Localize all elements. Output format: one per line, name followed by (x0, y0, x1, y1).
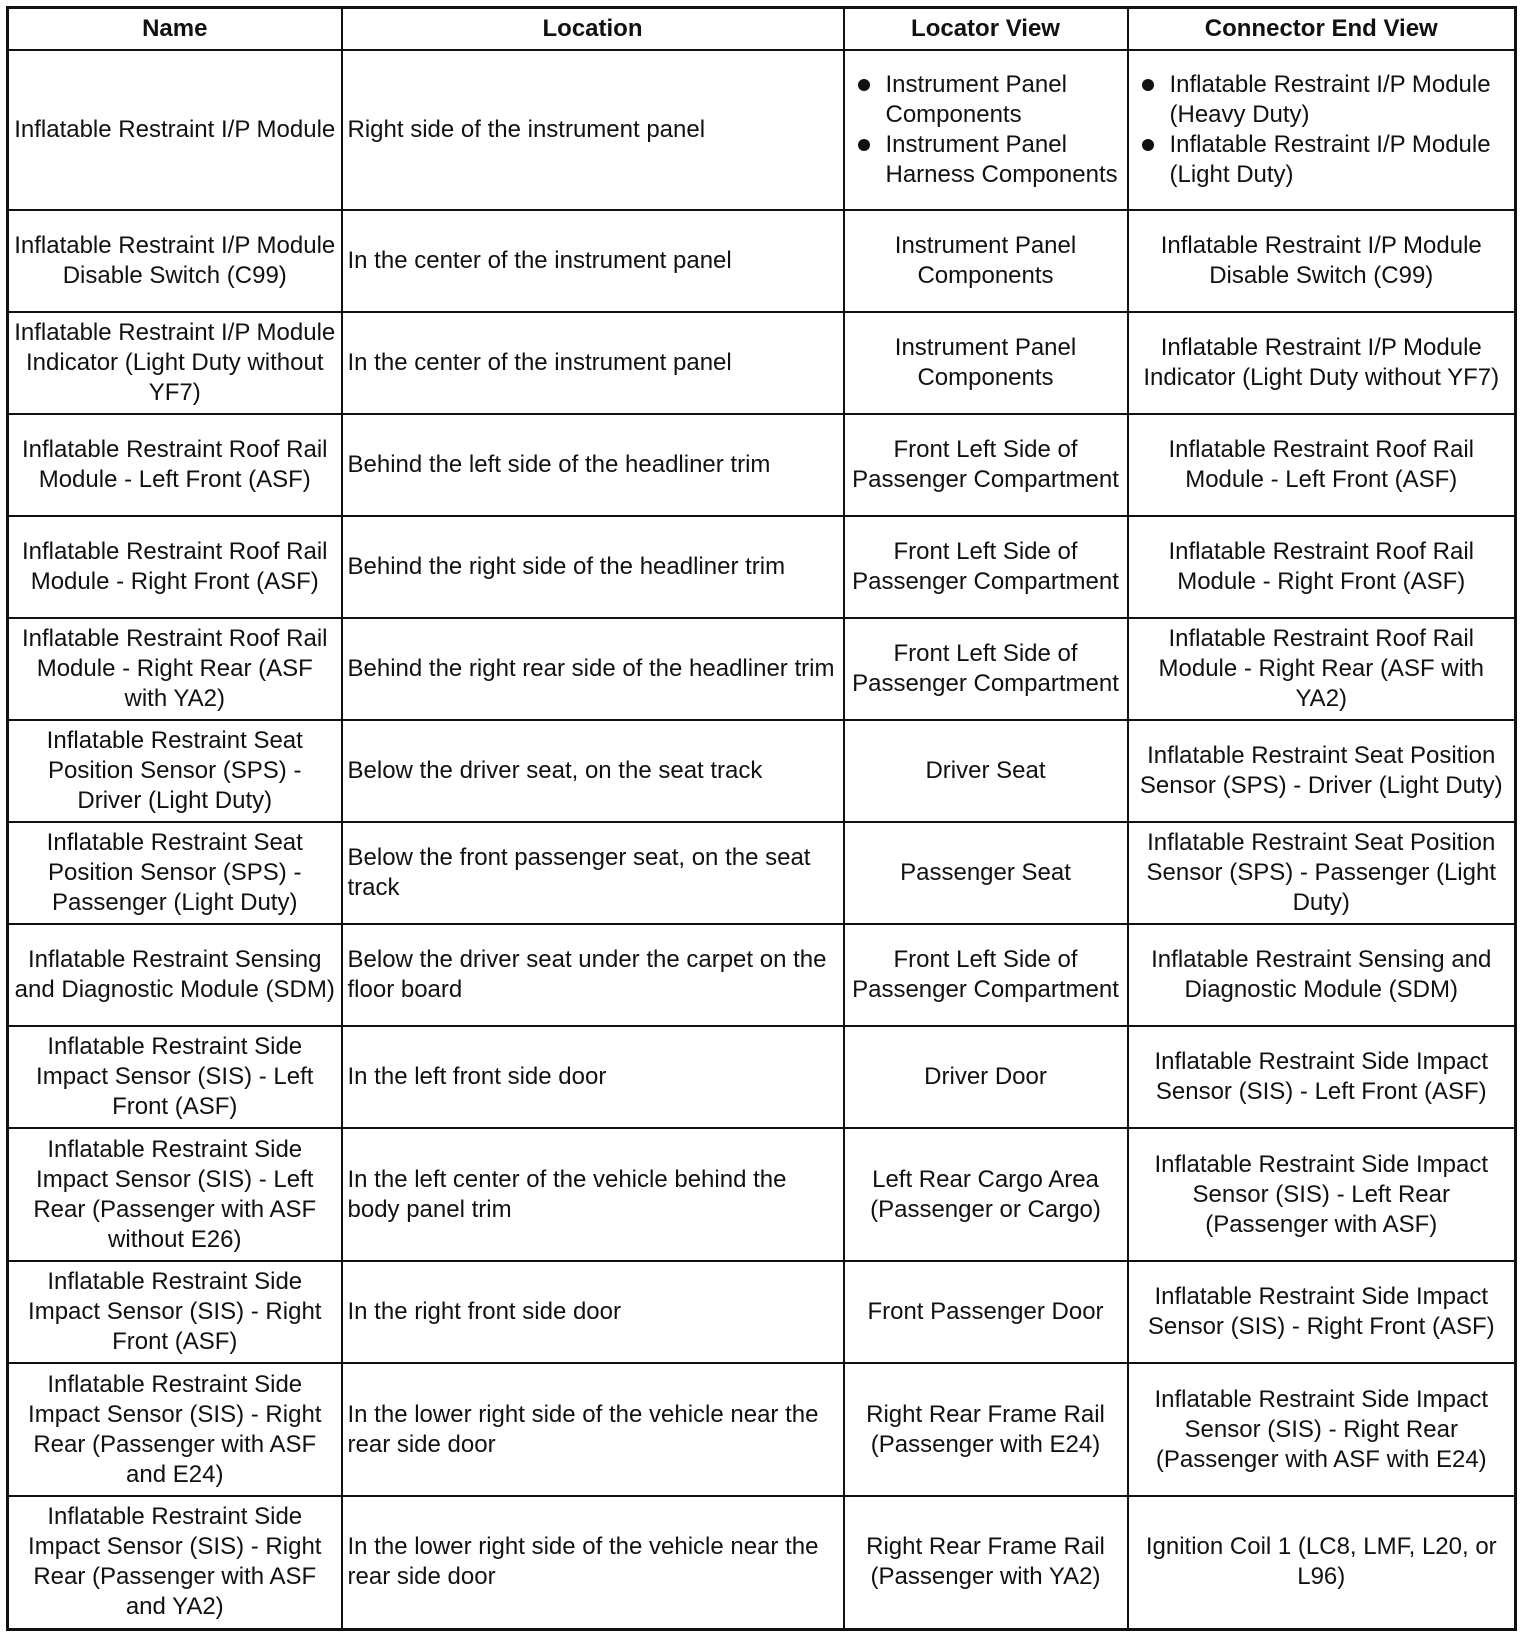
cell-locator-view[interactable]: Driver Seat (844, 720, 1128, 822)
component-locator-table-wrapper (6, 6, 1517, 1631)
cell-name: Inflatable Restraint Side Impact Sensor (SIS) - Right Rear (Passenger with ASF and YA2) (8, 1496, 342, 1629)
locator-view-link[interactable]: Instrument Panel Components (885, 71, 1067, 128)
cell-connector-end-view[interactable]: Ignition Coil 1 (LC8, LMF, L20, or L96) (1128, 1496, 1516, 1629)
table-row (8, 924, 1516, 1026)
cell-locator-view[interactable]: Front Left Side of Passenger Compartment (844, 414, 1128, 516)
cell-connector-end-view[interactable]: Inflatable Restraint Roof Rail Module - Right Front (ASF) (1128, 516, 1516, 618)
cell-name: Inflatable Restraint I/P Module (8, 50, 342, 210)
connector-end-view-link[interactable]: Inflatable Restraint I/P Module (Light Duty) (1169, 131, 1491, 188)
cell-connector-end-view[interactable]: Inflatable Restraint Side Impact Sensor (SIS) - Left Rear (Passenger with ASF) (1128, 1128, 1516, 1261)
cell-name: Inflatable Restraint Side Impact Sensor (SIS) - Left Front (ASF) (8, 1026, 342, 1128)
cell-locator-view[interactable]: Front Left Side of Passenger Compartment (844, 516, 1128, 618)
table-row (8, 1496, 1516, 1629)
table-row (8, 312, 1516, 414)
bullet-icon (858, 139, 870, 151)
cell-locator-view (844, 50, 1128, 210)
cell-location: Behind the left side of the headliner trim (342, 414, 844, 516)
bullet-icon (858, 79, 870, 91)
component-locator-table (6, 6, 1517, 1631)
cell-name: Inflatable Restraint Side Impact Sensor (SIS) - Left Rear (Passenger with ASF without E26) (8, 1128, 342, 1261)
cell-locator-view[interactable]: Front Left Side of Passenger Compartment (844, 618, 1128, 720)
connector-end-view-link[interactable]: Inflatable Restraint I/P Module (Heavy Duty) (1169, 71, 1491, 128)
table-row (8, 50, 1516, 210)
header-connector-end-view: Connector End View (1128, 8, 1516, 51)
cell-name: Inflatable Restraint Side Impact Sensor (SIS) - Right Rear (Passenger with ASF and E24) (8, 1363, 342, 1496)
cell-location: Below the driver seat, on the seat track (342, 720, 844, 822)
cell-locator-view[interactable]: Instrument Panel Components (844, 210, 1128, 312)
cell-name: Inflatable Restraint Roof Rail Module - Left Front (ASF) (8, 414, 342, 516)
locator-view-list (850, 70, 1122, 190)
cell-location: In the center of the instrument panel (342, 210, 844, 312)
cell-connector-end-view[interactable]: Inflatable Restraint Seat Position Sensor (SPS) - Passenger (Light Duty) (1128, 822, 1516, 924)
cell-connector-end-view[interactable]: Inflatable Restraint I/P Module Indicator (Light Duty without YF7) (1128, 312, 1516, 414)
cell-locator-view[interactable]: Right Rear Frame Rail (Passenger with YA2) (844, 1496, 1128, 1629)
cell-name: Inflatable Restraint Sensing and Diagnostic Module (SDM) (8, 924, 342, 1026)
cell-connector-end-view[interactable]: Inflatable Restraint Side Impact Sensor (SIS) - Right Rear (Passenger with ASF with E24) (1128, 1363, 1516, 1496)
header-locator-view: Locator View (844, 8, 1128, 51)
cell-location: In the lower right side of the vehicle near the rear side door (342, 1496, 844, 1629)
table-row (8, 210, 1516, 312)
cell-location: Right side of the instrument panel (342, 50, 844, 210)
cell-name: Inflatable Restraint Roof Rail Module - Right Rear (ASF with YA2) (8, 618, 342, 720)
cell-location: In the center of the instrument panel (342, 312, 844, 414)
cell-name: Inflatable Restraint Roof Rail Module - Right Front (ASF) (8, 516, 342, 618)
header-location: Location (342, 8, 844, 51)
cell-location: In the left center of the vehicle behind the body panel trim (342, 1128, 844, 1261)
table-row (8, 516, 1516, 618)
list-item[interactable] (1134, 70, 1510, 130)
cell-locator-view[interactable]: Driver Door (844, 1026, 1128, 1128)
cell-name: Inflatable Restraint Side Impact Sensor (SIS) - Right Front (ASF) (8, 1261, 342, 1363)
header-name: Name (8, 8, 342, 51)
cell-connector-end-view[interactable]: Inflatable Restraint Seat Position Sensor (SPS) - Driver (Light Duty) (1128, 720, 1516, 822)
table-row (8, 1128, 1516, 1261)
cell-location: In the lower right side of the vehicle near the rear side door (342, 1363, 844, 1496)
cell-location: In the left front side door (342, 1026, 844, 1128)
cell-locator-view[interactable]: Passenger Seat (844, 822, 1128, 924)
cell-name: Inflatable Restraint I/P Module Indicator (Light Duty without YF7) (8, 312, 342, 414)
cell-locator-view[interactable]: Front Left Side of Passenger Compartment (844, 924, 1128, 1026)
cell-connector-end-view (1128, 50, 1516, 210)
list-item[interactable] (850, 130, 1122, 190)
bullet-icon (1142, 139, 1154, 151)
cell-name: Inflatable Restraint I/P Module Disable Switch (C99) (8, 210, 342, 312)
cell-location: Below the driver seat under the carpet on the floor board (342, 924, 844, 1026)
table-row (8, 414, 1516, 516)
table-row (8, 1026, 1516, 1128)
table-row (8, 1261, 1516, 1363)
table-row (8, 618, 1516, 720)
cell-name: Inflatable Restraint Seat Position Sensor (SPS) - Passenger (Light Duty) (8, 822, 342, 924)
cell-connector-end-view[interactable]: Inflatable Restraint Side Impact Sensor (SIS) - Right Front (ASF) (1128, 1261, 1516, 1363)
cell-locator-view[interactable]: Left Rear Cargo Area (Passenger or Cargo) (844, 1128, 1128, 1261)
cell-locator-view[interactable]: Right Rear Frame Rail (Passenger with E24) (844, 1363, 1128, 1496)
header-row (8, 8, 1516, 51)
locator-view-link[interactable]: Instrument Panel Harness Components (885, 131, 1118, 188)
cell-locator-view[interactable]: Front Passenger Door (844, 1261, 1128, 1363)
table-row (8, 720, 1516, 822)
cell-connector-end-view[interactable]: Inflatable Restraint I/P Module Disable Switch (C99) (1128, 210, 1516, 312)
cell-location: In the right front side door (342, 1261, 844, 1363)
list-item[interactable] (1134, 130, 1510, 190)
cell-locator-view[interactable]: Instrument Panel Components (844, 312, 1128, 414)
table-row (8, 1363, 1516, 1496)
cell-connector-end-view[interactable]: Inflatable Restraint Roof Rail Module - Right Rear (ASF with YA2) (1128, 618, 1516, 720)
cell-connector-end-view[interactable]: Inflatable Restraint Side Impact Sensor (SIS) - Left Front (ASF) (1128, 1026, 1516, 1128)
table-row (8, 822, 1516, 924)
bullet-icon (1142, 79, 1154, 91)
cell-name: Inflatable Restraint Seat Position Sensor (SPS) - Driver (Light Duty) (8, 720, 342, 822)
connector-end-view-list (1134, 70, 1510, 190)
cell-location: Behind the right rear side of the headliner trim (342, 618, 844, 720)
list-item[interactable] (850, 70, 1122, 130)
cell-connector-end-view[interactable]: Inflatable Restraint Sensing and Diagnostic Module (SDM) (1128, 924, 1516, 1026)
cell-location: Below the front passenger seat, on the seat track (342, 822, 844, 924)
cell-location: Behind the right side of the headliner trim (342, 516, 844, 618)
cell-connector-end-view[interactable]: Inflatable Restraint Roof Rail Module - Left Front (ASF) (1128, 414, 1516, 516)
